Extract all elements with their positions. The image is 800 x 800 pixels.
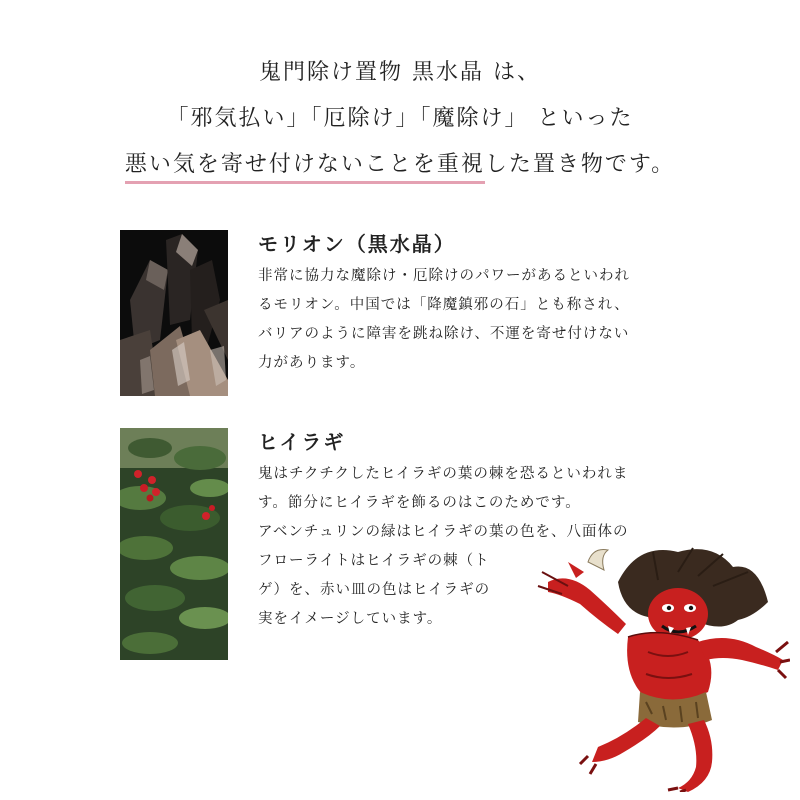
morion-line: 力があります。 — [258, 355, 366, 371]
morion-text — [258, 230, 698, 378]
holly-line: 実をイメージしています。 — [258, 611, 443, 627]
morion-title: モリオン（黒水晶） — [258, 232, 456, 256]
headline-line-3 — [0, 142, 800, 188]
holly-image — [120, 428, 228, 660]
headline — [0, 50, 800, 188]
headline-highlight: 悪い気を寄せ付けないことを重視 — [125, 142, 485, 188]
holly-line: アベンチュリンの緑はヒイラギの葉の色を、八面体の — [258, 524, 629, 540]
holly-line: フローライトはヒイラギの棘（ト — [258, 553, 490, 569]
holly-line: す。節分にヒイラギを飾るのはこのためです。 — [258, 495, 581, 511]
headline-line-1: 鬼門除け置物 黒水晶 は、 — [259, 60, 541, 85]
holly-line: 鬼はチクチクしたヒイラギの葉の棘を恐るといわれま — [258, 466, 629, 482]
red-oni-illustration — [528, 542, 790, 792]
morion-line: るモリオン。中国では「降魔鎮邪の石」とも称され、 — [258, 297, 630, 313]
morion-crystal-image — [120, 230, 228, 396]
morion-line: バリアのように障害を跳ね除け、不運を寄せ付けない — [258, 326, 630, 342]
holly-title: ヒイラギ — [258, 430, 346, 454]
morion-description — [258, 262, 698, 378]
headline-line-2: 「邪気払い」「厄除け」「魔除け」 といった — [166, 106, 634, 131]
morion-line: 非常に協力な魔除け・厄除けのパワーがあるといわれ — [258, 268, 630, 284]
headline-rest: した置き物です。 — [484, 152, 676, 177]
holly-line: ゲ）を、赤い皿の色はヒイラギの — [258, 582, 491, 598]
